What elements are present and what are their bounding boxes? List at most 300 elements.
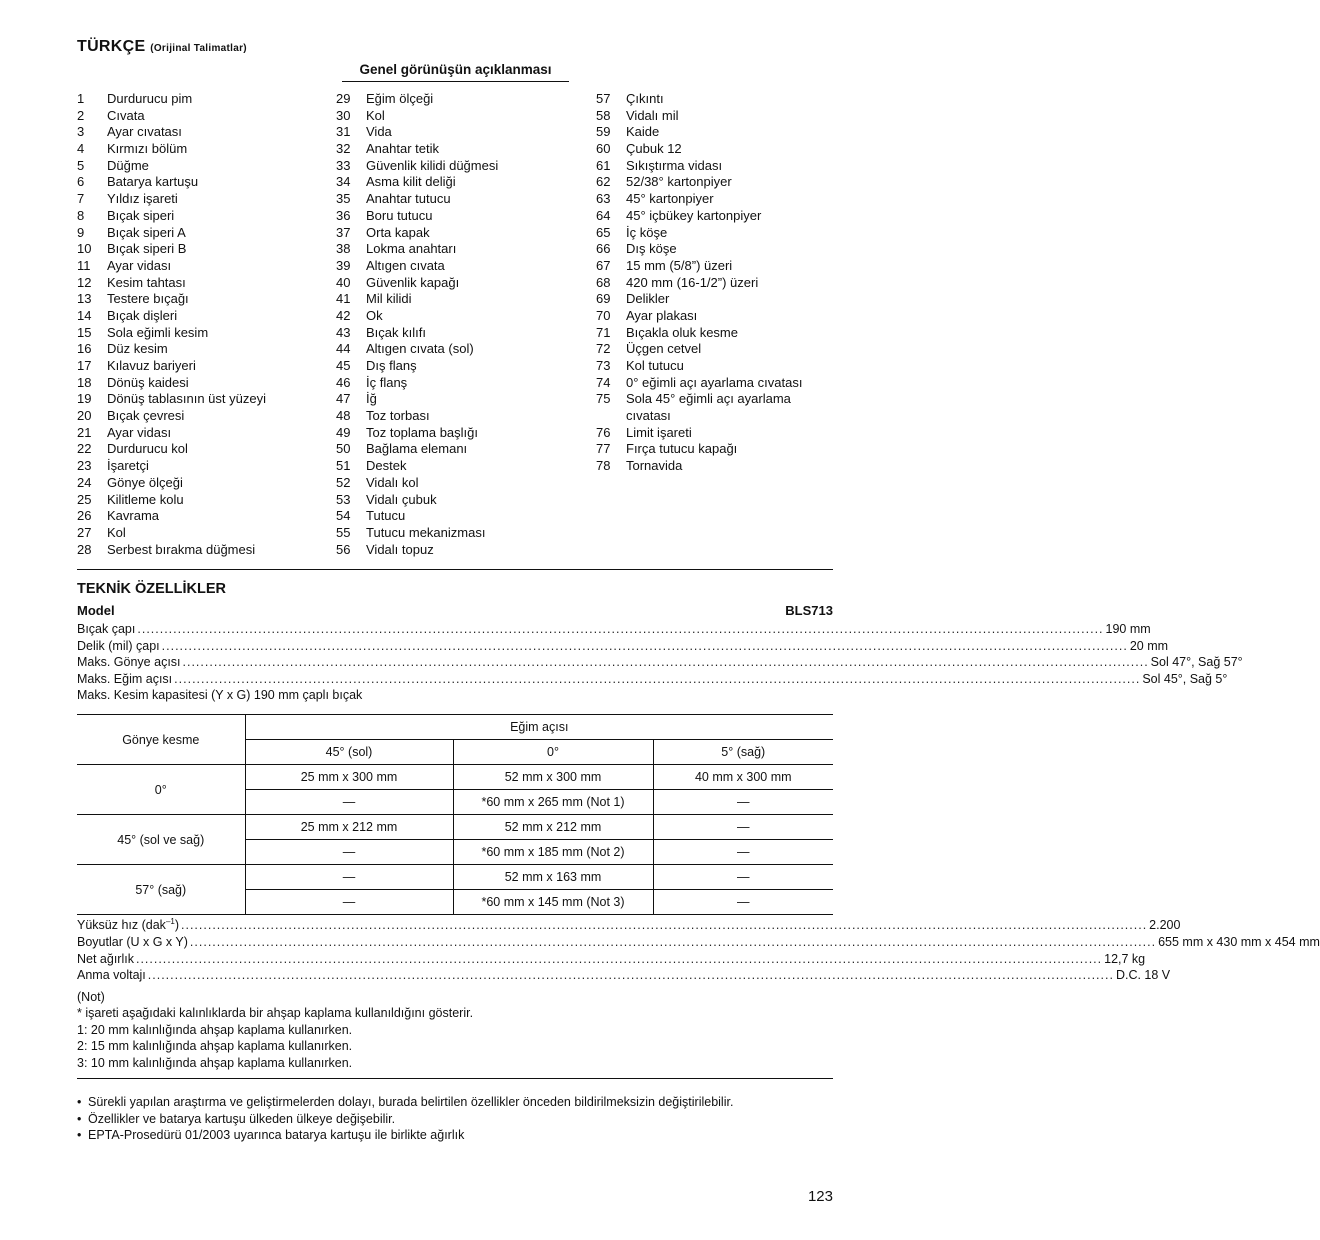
part-label: Asma kilit deliği — [366, 174, 456, 190]
part-label: Üçgen cetvel — [626, 341, 702, 357]
part-item — [77, 391, 335, 408]
part-number: 25 — [77, 491, 92, 507]
part-item — [77, 241, 335, 258]
part-number: 43 — [336, 324, 351, 340]
language-title — [77, 38, 247, 56]
part-item — [77, 525, 335, 542]
part-item — [77, 508, 335, 525]
part-item — [596, 391, 833, 424]
part-label: İç köşe — [626, 224, 668, 240]
speed-label — [77, 917, 179, 933]
divider — [77, 1078, 833, 1079]
part-label: Bıçak siperi — [107, 207, 175, 223]
part-label: Sola 45° eğimli açı ayarlama cıvatası — [626, 391, 791, 424]
part-number: 14 — [77, 307, 92, 323]
part-item — [596, 258, 833, 275]
part-number: 42 — [336, 307, 351, 323]
part-item — [596, 325, 833, 342]
part-number: 8 — [77, 207, 85, 223]
spec-label: Maks. Gönye açısı — [77, 655, 181, 669]
part-item — [336, 475, 594, 492]
part-item — [336, 441, 594, 458]
part-item — [596, 91, 833, 108]
table-cell: 25 mm x 212 mm — [245, 815, 453, 840]
part-number: 32 — [336, 141, 351, 157]
part-item — [77, 492, 335, 509]
part-item — [336, 258, 594, 275]
bullet-text: EPTA-Prosedürü 01/2003 uyarınca batarya kartuşu ile birlikte ağırlık — [88, 1128, 465, 1143]
part-label: Vidalı mil — [626, 107, 679, 123]
part-label: Bıçak dişleri — [107, 307, 178, 323]
part-label: Çıkıntı — [626, 91, 664, 106]
part-number: 50 — [336, 441, 351, 457]
table-cell: — — [245, 865, 453, 890]
part-label: Lokma anahtarı — [366, 241, 457, 257]
part-label: Toz torbası — [366, 408, 430, 424]
part-number: 31 — [336, 124, 351, 140]
part-item — [336, 124, 594, 141]
part-number: 76 — [596, 424, 611, 440]
part-label: Tutucu mekanizması — [366, 524, 486, 540]
speed-unit-exponent: –1 — [165, 916, 175, 926]
part-label: Bağlama elemanı — [366, 441, 468, 457]
part-number: 58 — [596, 107, 611, 123]
part-item — [77, 108, 335, 125]
part-label: Tutucu — [366, 508, 406, 524]
table-cell: — — [653, 890, 833, 915]
table-cell: 52 mm x 212 mm — [453, 815, 653, 840]
table-cell: 52 mm x 300 mm — [453, 765, 653, 790]
part-label: İç flanş — [366, 374, 408, 390]
table-header-row — [77, 715, 833, 740]
note-item: 2: 15 mm kalınlığında ahşap kaplama kullanırken. — [77, 1039, 353, 1053]
part-number: 39 — [336, 257, 351, 273]
miter-cell: 57° (sağ) — [77, 865, 245, 915]
part-number: 33 — [336, 157, 351, 173]
part-item — [336, 208, 594, 225]
part-number: 11 — [77, 257, 91, 273]
part-label: Ayar plakası — [626, 307, 698, 323]
part-label: Anahtar tutucu — [366, 191, 451, 207]
part-label: Düz kesim — [107, 341, 168, 357]
part-item — [596, 375, 833, 392]
part-label: Kılavuz bariyeri — [107, 358, 196, 373]
bullet-item — [77, 1127, 833, 1144]
part-item — [336, 275, 594, 292]
spec-row-weight — [77, 951, 1146, 967]
part-label: Limit işareti — [626, 424, 692, 440]
language-heading: TÜRKÇE — [77, 38, 146, 55]
part-number: 4 — [77, 141, 85, 157]
table-cell: *60 mm x 185 mm (Not 2) — [453, 840, 653, 865]
table-cell: *60 mm x 145 mm (Not 3) — [453, 890, 653, 915]
voltage-label: Anma voltajı — [77, 968, 146, 982]
part-number: 15 — [77, 324, 92, 340]
part-number: 71 — [596, 324, 611, 340]
part-label: Vidalı çubuk — [366, 491, 437, 507]
part-item — [77, 475, 335, 492]
part-number: 78 — [596, 458, 611, 474]
parts-column-3 — [596, 91, 833, 475]
dot-leader: ........................................................................................................................................................................................................................ — [161, 639, 1128, 653]
dot-leader: ........................................................................................................................................................................................................................ — [182, 655, 1149, 669]
table-cell: — — [653, 790, 833, 815]
part-item — [77, 325, 335, 342]
part-item — [596, 191, 833, 208]
part-item — [77, 408, 335, 425]
part-label: Dönüş tablasının üst yüzeyi — [107, 391, 266, 407]
part-item — [77, 358, 335, 375]
part-item — [596, 158, 833, 175]
model-value: BLS713 — [785, 603, 833, 618]
part-label: Bıçak çevresi — [107, 408, 185, 424]
note-item: 3: 10 mm kalınlığında ahşap kaplama kullanırken. — [77, 1056, 353, 1070]
part-label: Vida — [366, 124, 392, 140]
part-item — [336, 375, 594, 392]
part-label: 0° eğimli açı ayarlama cıvatası — [626, 374, 803, 390]
part-item — [596, 441, 833, 458]
part-number: 9 — [77, 224, 85, 240]
part-label: Durdurucu kol — [107, 441, 188, 457]
part-number: 29 — [336, 91, 351, 106]
part-item — [596, 108, 833, 125]
bevel-col-header: 45° (sol) — [245, 740, 453, 765]
part-number: 77 — [596, 441, 611, 457]
bevel-col-header: 5° (sağ) — [653, 740, 833, 765]
speed-value: 2.200 — [1149, 918, 1181, 932]
part-number: 48 — [336, 408, 351, 424]
bullet-item — [77, 1094, 833, 1111]
part-label: 420 mm (16-1/2”) üzeri — [626, 274, 759, 290]
part-label: Sıkıştırma vidası — [626, 157, 723, 173]
part-number: 35 — [336, 191, 351, 207]
speed-label-close: ) — [174, 918, 180, 932]
part-label: İşaretçi — [107, 458, 149, 474]
part-number: 59 — [596, 124, 611, 140]
part-label: Kırmızı bölüm — [107, 141, 188, 157]
part-item — [77, 208, 335, 225]
part-label: Vidalı kol — [366, 474, 419, 490]
part-number: 28 — [77, 541, 92, 557]
part-item — [336, 341, 594, 358]
part-label: 45° kartonpiyer — [626, 191, 714, 207]
spec-value: Sol 47°, Sağ 57° — [1150, 655, 1243, 669]
table-cell: — — [653, 865, 833, 890]
miter-header: Gönye kesme — [77, 715, 245, 765]
part-item — [336, 508, 594, 525]
table-cell: 52 mm x 163 mm — [453, 865, 653, 890]
part-number: 7 — [77, 191, 85, 207]
part-label: Eğim ölçeği — [366, 91, 434, 106]
part-number: 47 — [336, 391, 351, 407]
part-number: 74 — [596, 374, 611, 390]
part-label: Dış köşe — [626, 241, 677, 257]
part-item — [77, 425, 335, 442]
part-label: Altıgen cıvata (sol) — [366, 341, 474, 357]
voltage-value: D.C. 18 V — [1115, 968, 1171, 982]
part-number: 68 — [596, 274, 611, 290]
spec-label: Maks. Eğim açısı — [77, 672, 173, 686]
language-subtitle: (Orijinal Talimatlar) — [150, 43, 247, 54]
part-label: Mil kilidi — [366, 291, 412, 307]
part-number: 56 — [336, 541, 351, 557]
part-number: 65 — [596, 224, 611, 240]
part-number: 27 — [77, 524, 92, 540]
part-label: Ayar vidası — [107, 424, 172, 440]
part-number: 38 — [336, 241, 351, 257]
parts-column-1 — [77, 91, 335, 558]
part-item — [336, 158, 594, 175]
part-label: Sola eğimli kesim — [107, 324, 209, 340]
part-item — [336, 325, 594, 342]
part-number: 75 — [596, 391, 611, 407]
speed-label-text: Yüksüz hız (dak — [77, 918, 166, 932]
part-item — [336, 241, 594, 258]
part-number: 18 — [77, 374, 92, 390]
part-number: 41 — [336, 291, 351, 307]
part-label: Gönye ölçeği — [107, 474, 183, 490]
part-label: İğ — [366, 391, 377, 407]
part-label: Kavrama — [107, 508, 160, 524]
part-item — [596, 275, 833, 292]
parts-column-2 — [336, 91, 594, 558]
part-item — [336, 141, 594, 158]
capacity-title: Maks. Kesim kapasitesi (Y x G) 190 mm çaplı bıçak — [77, 688, 363, 702]
part-label: Testere bıçağı — [107, 291, 189, 307]
part-number: 20 — [77, 408, 92, 424]
part-item — [596, 341, 833, 358]
part-number: 66 — [596, 241, 611, 257]
part-label: Vidalı topuz — [366, 541, 434, 557]
part-number: 6 — [77, 174, 85, 190]
weight-label: Net ağırlık — [77, 952, 134, 966]
part-number: 69 — [596, 291, 611, 307]
part-label: Kaide — [626, 124, 660, 140]
part-number: 26 — [77, 508, 92, 524]
part-number: 61 — [596, 157, 611, 173]
part-number: 17 — [77, 358, 92, 373]
part-number: 67 — [596, 257, 611, 273]
part-item — [596, 458, 833, 475]
bullet-text: Özellikler ve batarya kartuşu ülkeden ülkeye değişebilir. — [88, 1111, 396, 1126]
part-label: Dış flanş — [366, 358, 417, 373]
part-label: Anahtar tetik — [366, 141, 439, 157]
part-label: Destek — [366, 458, 407, 474]
part-number: 19 — [77, 391, 92, 407]
dot-leader: ........................................................................................................................................................................................................................ — [174, 672, 1141, 686]
part-item — [596, 425, 833, 442]
part-label: Güvenlik kapağı — [366, 274, 460, 290]
bullet-dot: • — [77, 1095, 82, 1109]
part-number: 53 — [336, 491, 351, 507]
part-number: 63 — [596, 191, 611, 207]
part-number: 72 — [596, 341, 611, 357]
part-label: Kol — [107, 524, 126, 540]
spec-row — [77, 621, 1151, 637]
specs-title: TEKNİK ÖZELLİKLER — [77, 581, 227, 597]
part-number: 1 — [77, 91, 85, 106]
part-label: Kesim tahtası — [107, 274, 186, 290]
part-number: 44 — [336, 341, 351, 357]
bevel-col-header: 0° — [453, 740, 653, 765]
table-cell: — — [653, 815, 833, 840]
part-label: Kol — [366, 107, 385, 123]
spec-row-voltage — [77, 967, 1171, 983]
part-number: 16 — [77, 341, 92, 357]
notes-intro: * işareti aşağıdaki kalınlıklarda bir ahşap kaplama kullanıldığını gösterir. — [77, 1006, 474, 1020]
bullet-dot: • — [77, 1128, 82, 1143]
table-cell: — — [245, 890, 453, 915]
part-number: 10 — [77, 241, 92, 257]
bullet-dot: • — [77, 1111, 82, 1126]
part-label: Bıçak kılıfı — [366, 324, 426, 340]
part-item — [596, 358, 833, 375]
part-label: Kol tutucu — [626, 358, 684, 373]
part-number: 2 — [77, 107, 85, 123]
manual-page — [77, 0, 1320, 1240]
spec-label: Bıçak çapı — [77, 622, 136, 636]
part-number: 24 — [77, 474, 92, 490]
part-label: Tornavida — [626, 458, 683, 474]
spec-value: Sol 45°, Sağ 5° — [1142, 672, 1228, 686]
part-number: 57 — [596, 91, 611, 106]
part-number: 22 — [77, 441, 92, 457]
part-label: Çubuk 12 — [626, 141, 682, 157]
part-item — [77, 258, 335, 275]
page-number: 123 — [807, 1188, 833, 1205]
part-number: 34 — [336, 174, 351, 190]
part-number: 64 — [596, 207, 611, 223]
dims-value: 655 mm x 430 mm x 454 mm — [1158, 935, 1320, 949]
part-number: 13 — [77, 291, 92, 307]
part-item — [77, 124, 335, 141]
table-cell: 40 mm x 300 mm — [653, 765, 833, 790]
part-label: 45° içbükey kartonpiyer — [626, 207, 762, 223]
part-number: 54 — [336, 508, 351, 524]
spec-row — [77, 671, 1228, 687]
capacity-table — [77, 714, 833, 915]
model-label: Model — [77, 603, 115, 618]
part-number: 46 — [336, 374, 351, 390]
part-label: Bıçak siperi B — [107, 241, 187, 257]
note-item: 1: 20 mm kalınlığında ahşap kaplama kullanırken. — [77, 1023, 353, 1037]
table-row — [77, 815, 833, 840]
table-cell: — — [245, 790, 453, 815]
part-label: Boru tutucu — [366, 207, 433, 223]
dot-leader: ........................................................................................................................................................................................................................ — [137, 622, 1104, 636]
part-label: Yıldız işareti — [107, 191, 178, 207]
dot-leader: ........................................................................................................................................................................................................................ — [135, 952, 1103, 966]
part-number: 12 — [77, 274, 92, 290]
part-label: Dönüş kaidesi — [107, 374, 189, 390]
part-label: Ok — [366, 307, 383, 323]
part-item — [336, 174, 594, 191]
divider — [77, 569, 833, 570]
spec-value: 20 mm — [1129, 639, 1169, 653]
part-item — [77, 291, 335, 308]
part-item — [596, 141, 833, 158]
part-number: 36 — [336, 207, 351, 223]
part-label: Delikler — [626, 291, 670, 307]
part-label: Güvenlik kilidi düğmesi — [366, 157, 499, 173]
miter-cell: 0° — [77, 765, 245, 815]
part-item — [596, 174, 833, 191]
part-item — [336, 358, 594, 375]
dot-leader: ........................................................................................................................................................................................................................ — [147, 968, 1114, 982]
part-number: 3 — [77, 124, 85, 140]
part-item — [336, 308, 594, 325]
spec-label: Delik (mil) çapı — [77, 639, 160, 653]
spec-row-speed — [77, 916, 1181, 933]
part-item — [336, 108, 594, 125]
part-item — [77, 191, 335, 208]
part-label: Toz toplama başlığı — [366, 424, 479, 440]
part-label: Durdurucu pim — [107, 91, 193, 106]
table-cell: — — [653, 840, 833, 865]
part-item — [77, 542, 335, 559]
part-number: 45 — [336, 358, 351, 373]
table-cell: — — [245, 840, 453, 865]
part-item — [77, 341, 335, 358]
dims-label: Boyutlar (U x G x Y) — [77, 935, 188, 949]
weight-value: 12,7 kg — [1104, 952, 1146, 966]
part-item — [77, 275, 335, 292]
part-number: 55 — [336, 524, 351, 540]
part-item — [336, 391, 594, 408]
part-item — [336, 191, 594, 208]
part-number: 5 — [77, 157, 85, 173]
part-item — [596, 208, 833, 225]
part-item — [336, 525, 594, 542]
part-item — [596, 308, 833, 325]
part-number: 70 — [596, 307, 611, 323]
part-item — [596, 225, 833, 242]
part-item — [77, 458, 335, 475]
part-item — [336, 408, 594, 425]
part-label: Serbest bırakma düğmesi — [107, 541, 256, 557]
part-label: Ayar cıvatası — [107, 124, 182, 140]
part-label: 52/38° kartonpiyer — [626, 174, 732, 190]
bullet-text: Sürekli yapılan araştırma ve geliştirmelerden dolayı, burada belirtilen özellikler önceden bildirilmeksizin değiştirilebilir. — [88, 1095, 734, 1109]
spec-value: 190 mm — [1105, 622, 1151, 636]
part-item — [336, 225, 594, 242]
part-label: Düğme — [107, 157, 149, 173]
part-number: 30 — [336, 107, 351, 123]
part-item — [336, 291, 594, 308]
part-item — [336, 492, 594, 509]
part-label: Altıgen cıvata — [366, 257, 445, 273]
part-label: Ayar vidası — [107, 257, 172, 273]
table-row — [77, 865, 833, 890]
part-number: 21 — [77, 424, 92, 440]
part-label: Kilitleme kolu — [107, 491, 184, 507]
table-cell: 25 mm x 300 mm — [245, 765, 453, 790]
part-number: 49 — [336, 424, 351, 440]
table-cell: *60 mm x 265 mm (Not 1) — [453, 790, 653, 815]
section-title: Genel görünüşün açıklanması — [342, 62, 569, 82]
part-number: 62 — [596, 174, 611, 190]
part-item — [336, 458, 594, 475]
part-label: Bıçakla oluk kesme — [626, 324, 738, 340]
part-label: Bıçak siperi A — [107, 224, 186, 240]
part-item — [336, 542, 594, 559]
notes-title: (Not) — [77, 990, 105, 1004]
part-item — [77, 375, 335, 392]
part-number: 40 — [336, 274, 351, 290]
dot-leader: ........................................................................................................................................................................................................................ — [181, 918, 1148, 932]
spec-row — [77, 654, 1243, 670]
part-number: 73 — [596, 358, 611, 373]
